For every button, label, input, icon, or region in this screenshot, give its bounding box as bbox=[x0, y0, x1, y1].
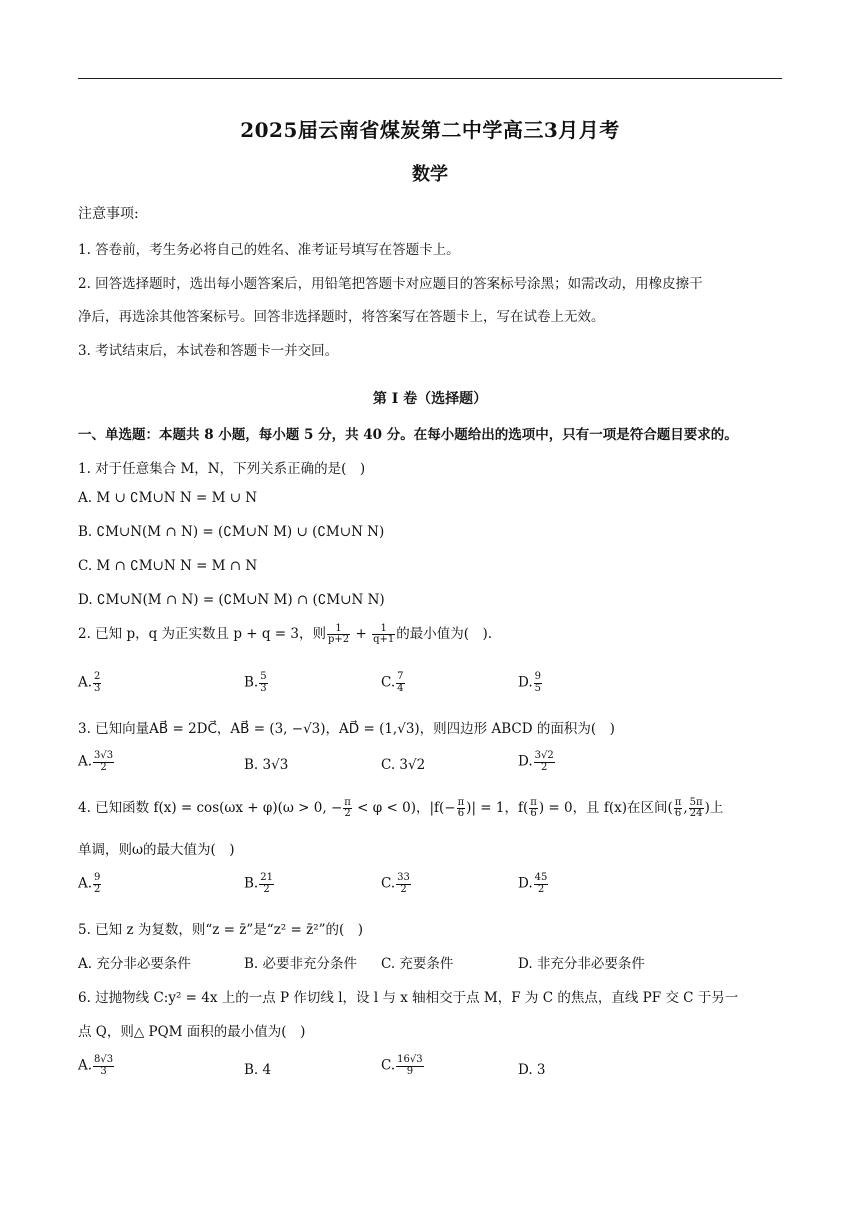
q1-stem: 1. 对于任意集合 M，N，下列关系正确的是( ) bbox=[78, 461, 366, 477]
section-heading: 一、单选题：本题共 8 小题，每小题 5 分，共 40 分。在每小题给出的选项中，只有一项是符合题目要求的。 bbox=[78, 427, 738, 443]
q4-stem-a: 4. 已知函数 f(x) = cos(ωx + φ)(ω > 0, − bbox=[78, 800, 343, 816]
q4-stem-d: ) = 0，且 f(x)在区间( bbox=[538, 800, 673, 816]
q6-option-a bbox=[78, 1055, 115, 1077]
q5-stem: 5. 已知 z 为复数，则“z = z̄”是“z² = z̄²”的( ) bbox=[78, 922, 364, 938]
notice-item-3: 3. 考试结束后，本试卷和答题卡一并交回。 bbox=[78, 343, 339, 359]
q4-frac2-den: 6 bbox=[457, 808, 465, 819]
q4-c-num: 33 bbox=[397, 872, 410, 883]
q4-d-num: 45 bbox=[534, 872, 548, 883]
q2-stem-post: 的最小值为( ). bbox=[396, 626, 493, 642]
q4-frac4-den: 6 bbox=[674, 808, 682, 819]
q4-option-a bbox=[78, 873, 102, 895]
q3-option-c: C. 3√2 bbox=[381, 757, 426, 773]
q2-c-den: 4 bbox=[397, 682, 404, 694]
q4-frac2-num: π bbox=[457, 796, 465, 808]
q4-d-den: 2 bbox=[537, 883, 545, 895]
exam-title: 2025届云南省煤炭第二中学高三3月月考 bbox=[240, 118, 620, 142]
q2-b-num: 5 bbox=[260, 671, 267, 682]
part1-title: 第 I 卷（选择题） bbox=[372, 391, 488, 407]
q6-a-label: A. bbox=[78, 1057, 93, 1074]
q2-option-c bbox=[381, 672, 406, 694]
q2-option-b bbox=[244, 672, 269, 694]
q4-c-label: C. bbox=[381, 875, 396, 892]
q4-frac5-num: 5π bbox=[689, 796, 703, 808]
q3-option-a bbox=[78, 751, 115, 773]
q5-option-b: B. 必要非充分条件 bbox=[244, 956, 358, 972]
q2-b-den: 3 bbox=[260, 682, 267, 694]
q4-stem-f: )上 bbox=[704, 800, 724, 816]
q2-frac2-den: q+1 bbox=[373, 634, 395, 645]
q6-a-den: 3 bbox=[100, 1065, 107, 1077]
q6-option-c bbox=[381, 1055, 425, 1077]
q2-fraction-1 bbox=[327, 624, 350, 646]
header-rule bbox=[78, 78, 782, 79]
q2-d-den: 5 bbox=[534, 682, 542, 694]
q3-a-num: 3√3 bbox=[94, 750, 114, 761]
q4-b-label: B. bbox=[244, 875, 259, 892]
q6-option-d: D. 3 bbox=[518, 1062, 546, 1078]
q5-option-a: A. 充分非必要条件 bbox=[78, 956, 191, 972]
q4-stem-c: )| = 1，f( bbox=[466, 800, 529, 816]
q4-frac-pi-num: π bbox=[344, 796, 351, 808]
q4-option-c bbox=[381, 873, 412, 895]
q6-stem-line-2: 点 Q，则△ PQM 面积的最小值为( ) bbox=[78, 1024, 306, 1040]
q2-a-label: A. bbox=[78, 674, 93, 691]
notice-item-1: 1. 答卷前，考生务必将自己的姓名、准考证号填写在答题卡上。 bbox=[78, 242, 460, 258]
notice-heading: 注意事项: bbox=[78, 206, 139, 222]
q2-b-label: B. bbox=[244, 674, 259, 691]
q3-d-den: 2 bbox=[541, 761, 548, 773]
q6-stem-line-1: 6. 过抛物线 C:y² = 4x 上的一点 P 作切线 l，设 l 与 x 轴相交于点 M，F 为 C 的焦点，直线 PF 交 C 于另一 bbox=[78, 990, 739, 1006]
q2-c-num: 7 bbox=[397, 671, 404, 682]
q4-d-label: D. bbox=[518, 875, 533, 892]
q3-option-b: B. 3√3 bbox=[244, 757, 289, 773]
q2-c-label: C. bbox=[381, 674, 396, 691]
q2-a-num: 2 bbox=[94, 671, 101, 682]
q2-stem-pre: 2. 已知 p，q 为正实数且 p + q = 3，则 bbox=[78, 626, 326, 642]
q4-stem-line-2: 单调，则ω的最大值为( ) bbox=[78, 842, 235, 858]
q2-d-label: D. bbox=[518, 674, 533, 691]
exam-subject: 数学 bbox=[412, 164, 448, 185]
q2-frac1-den: p+2 bbox=[328, 634, 350, 645]
q4-stem-line-1 bbox=[78, 796, 782, 820]
q2-a-den: 3 bbox=[94, 682, 101, 694]
q4-frac3-num: π bbox=[530, 796, 537, 808]
q6-c-label: C. bbox=[381, 1057, 396, 1074]
q4-option-b bbox=[244, 873, 275, 895]
q1-option-b: B. ∁M∪N(M ∩ N) = (∁M∪N M) ∪ (∁M∪N N) bbox=[78, 524, 385, 540]
q5-option-c: C. 充要条件 bbox=[381, 956, 454, 972]
q1-option-a: A. M ∪ ∁M∪N N = M ∪ N bbox=[78, 490, 258, 506]
q3-d-label: D. bbox=[518, 753, 533, 770]
q4-b-den: 2 bbox=[263, 883, 270, 895]
q4-a-label: A. bbox=[78, 875, 93, 892]
q2-stem bbox=[78, 622, 782, 646]
q4-stem-e: , bbox=[683, 800, 688, 816]
q3-d-num: 3√2 bbox=[534, 750, 554, 761]
q6-c-num: 16√3 bbox=[397, 1054, 423, 1065]
q4-option-d bbox=[518, 873, 549, 895]
q2-option-d bbox=[518, 672, 543, 694]
q3-option-d bbox=[518, 751, 556, 773]
q6-c-den: 9 bbox=[406, 1065, 414, 1077]
notice-item-2b: 净后，再选涂其他答案标号。回答非选择题时，将答案写在答题卡上，写在试卷上无效。 bbox=[78, 309, 605, 325]
q2-frac1-num: 1 bbox=[327, 624, 350, 636]
q2-option-a bbox=[78, 672, 102, 694]
q4-frac5-den: 24 bbox=[689, 808, 703, 819]
q4-a-num: 9 bbox=[94, 872, 101, 883]
q2-plus: + bbox=[351, 626, 372, 642]
q3-stem: 3. 已知向量AB⃗ = 2DC⃗，AB⃗ = (3, −√3)，AD⃗ = (1,√3)，则四边形 ABCD 的面积为( ) bbox=[78, 721, 615, 737]
q4-frac-2-den: 2 bbox=[344, 808, 351, 819]
q1-option-c: C. M ∩ ∁M∪N N = M ∩ N bbox=[78, 558, 258, 574]
q4-c-den: 2 bbox=[400, 883, 407, 895]
q4-stem-b: < φ < 0)，|f(− bbox=[352, 800, 456, 816]
q2-d-num: 9 bbox=[534, 671, 542, 682]
notice-item-2a: 2. 回答选择题时，选出每小题答案后，用铅笔把答题卡对应题目的答案标号涂黑；如需改动，用橡皮擦干 bbox=[78, 276, 703, 292]
q4-frac4-num: π bbox=[674, 796, 682, 808]
q2-fraction-2 bbox=[372, 624, 395, 646]
q4-b-num: 21 bbox=[260, 872, 273, 883]
q4-a-den: 2 bbox=[94, 883, 101, 895]
q1-option-d: D. ∁M∪N(M ∩ N) = (∁M∪N M) ∩ (∁M∪N N) bbox=[78, 592, 385, 608]
q4-frac3-den: 6 bbox=[530, 808, 537, 819]
q3-a-den: 2 bbox=[100, 761, 107, 773]
q5-option-d: D. 非充分非必要条件 bbox=[518, 956, 645, 972]
q6-option-b: B. 4 bbox=[244, 1062, 272, 1078]
q3-a-label: A. bbox=[78, 753, 93, 770]
q6-a-num: 8√3 bbox=[94, 1054, 114, 1065]
q2-frac2-num: 1 bbox=[372, 624, 395, 636]
